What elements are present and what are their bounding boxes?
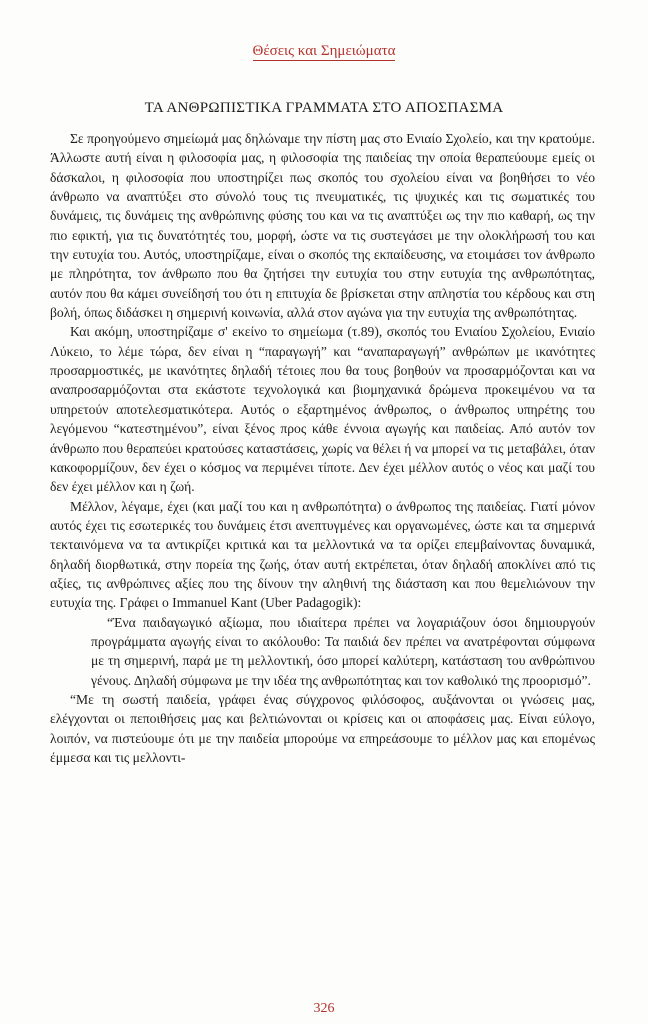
page-number: 326 (313, 1001, 335, 1016)
running-head (0, 42, 648, 60)
running-head-text: Θέσεις και Σημειώματα (252, 43, 396, 59)
article-title: ΤΑ ΑΝΘΡΩΠΙΣΤΙΚΑ ΓΡΑΜΜΑΤΑ ΣΤΟ ΑΠΟΣΠΑΣΜΑ (144, 100, 504, 116)
body-paragraph: Σε προηγούμενο σημείωμά μας δηλώναμε την πίστη μας στο Ενιαίο Σχολείο, και την κρατούμε. Άλλωστε αυτή είναι η φιλοσοφία μας, η φιλοσοφία της παιδείας την οποία θεραπεύουμε εμείς οι δάσκαλοι, η φιλοσοφία που υποστηρίζει πως σκοπός του σχολείου είναι να βοηθήσει το νέο άνθρωπο να αναπτύξει στο σύνολό τους τις πνευματικές, τις ψυχικές και τις σωματικές του δυνάμεις, τις δυνάμεις της ανθρώπινης φύσης του και να τις αναπτύξει ως την πιο καθαρή, ως την πιο εφικτή, για τις δυνατότητές του, μορφή, ώστε να τις συστεγάσει με την ολοκλήρωσή του και την ευτυχία του. Αυτός, υποστηρίζαμε, είναι ο σκοπός της εκπαίδευσης, να ετοιμάσει τον άνθρωπο με πληρότητα, τον άνθρωπο που θα ζητήσει την ευτυχία του στην ευτυχία της ανθρωπότητας, αυτόν που θα κάμει συνείδησή του ότι η επιτυχία δε βρίσκεται στην απληστία του κέρδους και στη βολή, όπως διδάσκει η σημερινή κοινωνία, αλλά στον αγώνα για την ευτυχία της ανθρωπότητας. (50, 131, 595, 321)
body-paragraph: Και ακόμη, υποστηρίζαμε σ' εκείνο το σημείωμα (τ.89), σκοπός του Ενιαίου Σχολείου, Ενιαίο Λύκειο, το λέμε τώρα, δεν είναι η “παραγωγή” και “αναπαραγωγή” ανθρώπων με ικανότητες προσαρμοστικές, με ικανότητες δηλαδή τέτοιες που θα τους βοηθούν να προσαρμόζονται και να αναπροσαρμόζονται στα εκάστοτε τεχνολογικά και βιομηχανικά δρώμενα προκειμένου να τα υπηρετούν αποτελεσματικότερα. Αυτός ο εξαρτημένος άνθρωπος, ο άνθρωπος υπηρέτης του λεγόμενου “κατεστημένου”, είναι ξένος προς κάθε έννοια αγωγής και παιδείας. Από αυτόν τον άνθρωπο που θεραπεύει κρατούσες καταστάσεις, χωρίς να θέλει ή να μπορεί να τις μεταβάλει, όταν κακοφορμίζουν, δεν έχει ο κόσμος να περιμένει τίποτε. Δεν έχει μέλλον αυτός ο νέος και μαζί του δεν έχει μέλλον και η ζωή. (50, 324, 595, 495)
block-quote: “Ένα παιδαγωγικό αξίωμα, που ιδιαίτερα πρέπει να λογαριάζουν όσοι δημιουργούν προγράμματα αγωγής είναι το ακόλουθο: Τα παιδιά δεν πρέπει να ανατρέφονται σύμφωνα με τη σημερινή, παρά με τη μελλοντική, όσο μπορεί καλύτερη, κατάσταση του ανθρώπινου γένους. Δηλαδή σύμφωνα με την ιδέα της ανθρωπότητας και τον καθολικό της προορισμό”. (91, 614, 595, 688)
article-body (50, 129, 595, 767)
closing-paragraph: “Με τη σωστή παιδεία, γράφει ένας σύγχρονος φιλόσοφος, αυξάνονται οι γνώσεις μας, ελέγχονται οι πεποιθήσεις μας και βελτιώνονται οι κρίσεις και οι αποφάσεις μας. Είναι εύλογο, λοιπόν, να πιστεύουμε ότι με την παιδεία μπορούμε να επηρεάσουμε το μέλλον μας και επομένως έμμεσα και τις μελλοντι- (50, 691, 595, 765)
body-paragraph: Μέλλον, λέγαμε, έχει (και μαζί του και η ανθρωπότητα) ο άνθρωπος της παιδείας. Γιατί μόνον αυτός έχει τις εσωτερικές του δυνάμεις έτσι ανεπτυγμένες και οργανωμένες, ώστε και τα σημερινά τεκταινόμενα να τα αντικρίζει κριτικά και τα μελλοντικά να τα ορίζει επεμβαίνοντας δυναμικά, δηλαδή διορθωτικά, στην πορεία της ζωής, όταν αυτή εκτρέπεται, όταν δηλαδή αποκλίνει από τις αξίες, τις ανθρώπινες αξίες που της δίνουν την αληθινή της διάσταση και που θεμελιώνουν την ευτυχία της. Γράφει ο Immanuel Kant (Uber Padagogik): (50, 498, 595, 611)
